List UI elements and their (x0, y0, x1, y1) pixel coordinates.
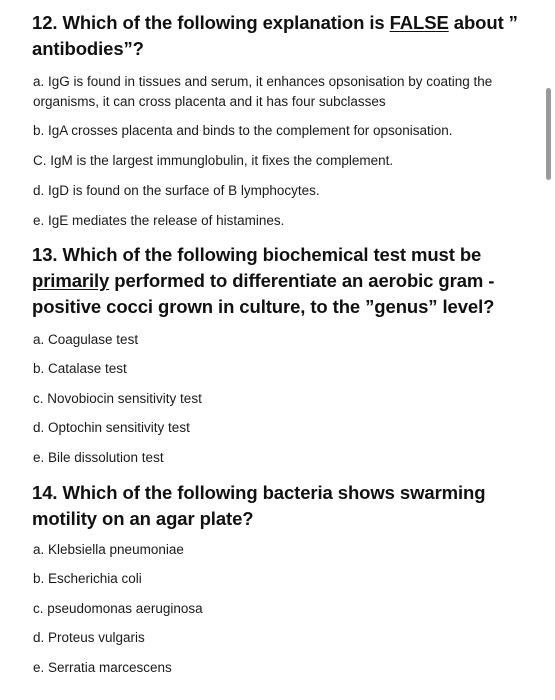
question-14-option-e: e. Serratia marcescens (33, 660, 172, 675)
question-13 (32, 242, 552, 320)
question-14-option-a: a. Klebsiella pneumoniae (33, 542, 184, 557)
question-12-option-c: C. IgM is the largest immunglobulin, it fixes the complement. (33, 153, 394, 168)
question-12-option-a: a. IgG is found in tissues and serum, it enhances opsonisation by coating the organisms, it can cross placenta and it has four subclasses (33, 74, 493, 109)
question-12-option-d: d. IgD is found on the surface of B lymphocytes. (33, 183, 320, 198)
question-13-option-a: a. Coagulase test (33, 332, 139, 347)
question-13-option-b: b. Catalase test (33, 361, 127, 376)
question-14: 14. Which of the following bacteria shows swarming motility on an agar plate? (32, 482, 486, 529)
question-13-option-e: e. Bile dissolution test (33, 450, 164, 465)
question-12-suffix: about ” antibodies”? (32, 12, 518, 59)
question-14-option-c: c. pseudomonas aeruginosa (33, 601, 203, 616)
question-13-prefix: 13. Which of the following biochemical test must be (32, 244, 482, 265)
question-12-option-b: b. IgA crosses placenta and binds to the complement for opsonisation. (33, 123, 453, 138)
vertical-scrollbar[interactable] (546, 88, 551, 180)
question-13-option-d: d. Optochin sensitivity test (33, 420, 190, 435)
question-12 (32, 10, 552, 62)
question-13-emphasis: primarily (32, 270, 110, 291)
question-14-option-d: d. Proteus vulgaris (33, 630, 145, 645)
question-12-prefix: 12. Which of the following explanation is (32, 12, 390, 33)
question-12-emphasis: FALSE (389, 12, 449, 33)
question-14-option-b: b. Escherichia coli (33, 571, 142, 586)
question-13-suffix: performed to differentiate an aerobic gram - positive cocci grown in culture, to the ”genus” level? (32, 270, 495, 317)
question-12-option-e: e. IgE mediates the release of histamines. (33, 213, 285, 228)
question-13-option-c: c. Novobiocin sensitivity test (33, 391, 202, 406)
